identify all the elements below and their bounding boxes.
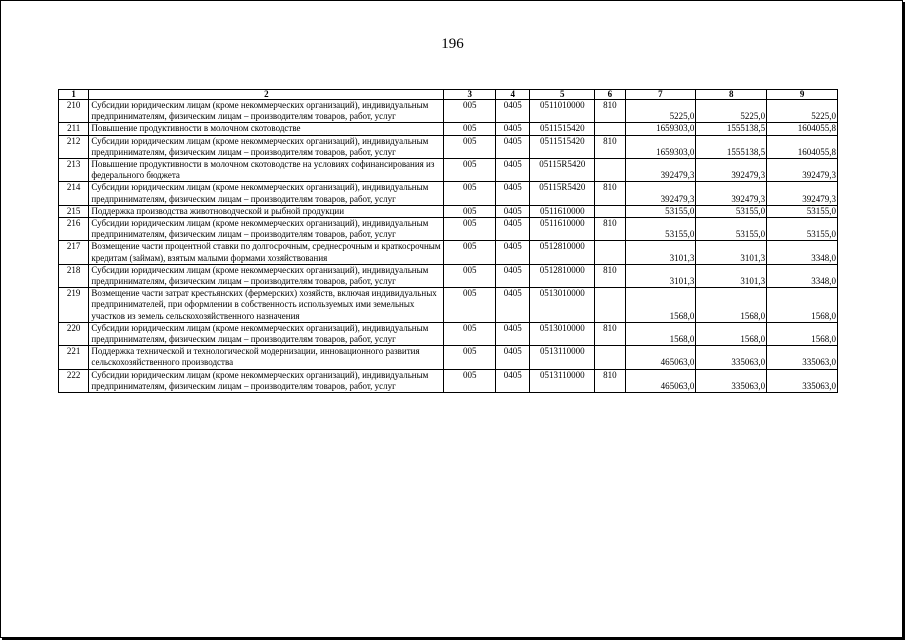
table-row xyxy=(59,369,838,392)
row-code-5: 0511610000 xyxy=(530,205,595,217)
row-value-9: 1604055,8 xyxy=(767,123,838,135)
row-number: 220 xyxy=(59,322,89,345)
row-code-5: 0513110000 xyxy=(530,346,595,369)
row-code-5: 05115R5420 xyxy=(530,159,595,182)
row-code-4: 0405 xyxy=(496,322,530,345)
row-code-6: 810 xyxy=(595,135,625,158)
row-code-6 xyxy=(595,123,625,135)
table-header-row xyxy=(59,90,838,100)
row-code-4: 0405 xyxy=(496,346,530,369)
row-code-4: 0405 xyxy=(496,241,530,264)
col-header: 3 xyxy=(444,90,496,100)
row-value-9: 392479,3 xyxy=(767,159,838,182)
row-value-8: 3101,3 xyxy=(696,241,767,264)
row-code-5: 0512810000 xyxy=(530,264,595,287)
table-row xyxy=(59,135,838,158)
row-number: 217 xyxy=(59,241,89,264)
row-description: Повышение продуктивности в молочном скотоводстве на условиях софинансирования из федерального бюджета xyxy=(89,159,444,182)
row-code-3: 005 xyxy=(444,264,496,287)
row-value-9: 1568,0 xyxy=(767,288,838,323)
row-number: 219 xyxy=(59,288,89,323)
row-code-6: 810 xyxy=(595,182,625,205)
row-value-9: 392479,3 xyxy=(767,182,838,205)
col-header: 1 xyxy=(59,90,89,100)
row-code-4: 0405 xyxy=(496,100,530,123)
row-number: 211 xyxy=(59,123,89,135)
table-row xyxy=(59,182,838,205)
row-number: 221 xyxy=(59,346,89,369)
table-row xyxy=(59,241,838,264)
row-value-8: 392479,3 xyxy=(696,159,767,182)
row-value-7: 1568,0 xyxy=(625,322,696,345)
row-value-7: 1659303,0 xyxy=(625,135,696,158)
row-code-5: 0513110000 xyxy=(530,369,595,392)
row-code-5: 0511515420 xyxy=(530,123,595,135)
row-value-7: 392479,3 xyxy=(625,159,696,182)
row-value-7: 1568,0 xyxy=(625,288,696,323)
row-value-9: 335063,0 xyxy=(767,369,838,392)
row-value-7: 1659303,0 xyxy=(625,123,696,135)
table-row xyxy=(59,159,838,182)
col-header: 6 xyxy=(595,90,625,100)
row-code-6 xyxy=(595,241,625,264)
row-code-4: 0405 xyxy=(496,218,530,241)
row-description: Субсидии юридическим лицам (кроме некоммерческих организаций), индивидуальным предпринимателям, физическим лицам – производителям товаров, работ, услуг xyxy=(89,218,444,241)
row-code-4: 0405 xyxy=(496,135,530,158)
row-value-9: 3348,0 xyxy=(767,241,838,264)
row-description: Субсидии юридическим лицам (кроме некоммерческих организаций), индивидуальным предпринимателям, физическим лицам – производителям товаров, работ, услуг xyxy=(89,182,444,205)
row-code-6: 810 xyxy=(595,322,625,345)
row-description: Возмещение части процентной ставки по долгосрочным, среднесрочным и краткосрочным кредитам (займам), взятым малыми формами хозяйствования xyxy=(89,241,444,264)
row-code-3: 005 xyxy=(444,159,496,182)
row-value-9: 1568,0 xyxy=(767,322,838,345)
row-code-3: 005 xyxy=(444,241,496,264)
row-value-8: 335063,0 xyxy=(696,369,767,392)
row-description: Субсидии юридическим лицам (кроме некоммерческих организаций), индивидуальным предпринимателям, физическим лицам – производителям товаров, работ, услуг xyxy=(89,369,444,392)
row-value-7: 5225,0 xyxy=(625,100,696,123)
row-value-7: 392479,3 xyxy=(625,182,696,205)
row-code-3: 005 xyxy=(444,288,496,323)
row-value-8: 1568,0 xyxy=(696,288,767,323)
row-code-4: 0405 xyxy=(496,264,530,287)
row-value-7: 3101,3 xyxy=(625,241,696,264)
row-value-9: 5225,0 xyxy=(767,100,838,123)
row-value-8: 53155,0 xyxy=(696,205,767,217)
row-code-4: 0405 xyxy=(496,182,530,205)
row-code-4: 0405 xyxy=(496,205,530,217)
row-value-9: 53155,0 xyxy=(767,218,838,241)
row-code-5: 0511610000 xyxy=(530,218,595,241)
row-description: Субсидии юридическим лицам (кроме некоммерческих организаций), индивидуальным предпринимателям, физическим лицам – производителям товаров, работ, услуг xyxy=(89,135,444,158)
row-code-6: 810 xyxy=(595,100,625,123)
row-code-3: 005 xyxy=(444,123,496,135)
row-description: Поддержка технической и технологической модернизации, инновационного развития сельскохозяйственного производства xyxy=(89,346,444,369)
row-value-7: 465063,0 xyxy=(625,346,696,369)
page-number: 196 xyxy=(441,36,464,52)
row-code-3: 005 xyxy=(444,369,496,392)
col-header: 5 xyxy=(530,90,595,100)
row-value-8: 53155,0 xyxy=(696,218,767,241)
row-number: 215 xyxy=(59,205,89,217)
row-value-8: 3101,3 xyxy=(696,264,767,287)
row-code-5: 0511515420 xyxy=(530,135,595,158)
row-code-6: 810 xyxy=(595,369,625,392)
row-number: 214 xyxy=(59,182,89,205)
row-code-3: 005 xyxy=(444,346,496,369)
row-description: Субсидии юридическим лицам (кроме некоммерческих организаций), индивидуальным предпринимателям, физическим лицам – производителям товаров, работ, услуг xyxy=(89,100,444,123)
row-code-3: 005 xyxy=(444,205,496,217)
row-code-4: 0405 xyxy=(496,159,530,182)
table-row xyxy=(59,288,838,323)
row-code-6: 810 xyxy=(595,264,625,287)
row-code-6 xyxy=(595,288,625,323)
row-value-8: 1568,0 xyxy=(696,322,767,345)
row-value-9: 335063,0 xyxy=(767,346,838,369)
row-number: 216 xyxy=(59,218,89,241)
row-value-7: 53155,0 xyxy=(625,205,696,217)
col-header: 9 xyxy=(767,90,838,100)
row-value-8: 1555138,5 xyxy=(696,123,767,135)
row-description: Субсидии юридическим лицам (кроме некоммерческих организаций), индивидуальным предпринимателям, физическим лицам – производителям товаров, работ, услуг xyxy=(89,264,444,287)
table-row xyxy=(59,100,838,123)
row-code-5: 05115R5420 xyxy=(530,182,595,205)
row-value-7: 53155,0 xyxy=(625,218,696,241)
table-row xyxy=(59,346,838,369)
row-code-4: 0405 xyxy=(496,288,530,323)
col-header: 4 xyxy=(496,90,530,100)
row-value-7: 3101,3 xyxy=(625,264,696,287)
row-value-8: 5225,0 xyxy=(696,100,767,123)
col-header: 8 xyxy=(696,90,767,100)
table-body xyxy=(59,100,838,393)
row-code-5: 0512810000 xyxy=(530,241,595,264)
row-number: 218 xyxy=(59,264,89,287)
table-row xyxy=(59,123,838,135)
row-code-6: 810 xyxy=(595,218,625,241)
row-code-3: 005 xyxy=(444,322,496,345)
row-code-4: 0405 xyxy=(496,123,530,135)
table-row xyxy=(59,322,838,345)
row-description: Повышение продуктивности в молочном скотоводстве xyxy=(89,123,444,135)
row-description: Субсидии юридическим лицам (кроме некоммерческих организаций), индивидуальным предпринимателям, физическим лицам – производителям товаров, работ, услуг xyxy=(89,322,444,345)
row-code-6 xyxy=(595,346,625,369)
row-code-5: 0513010000 xyxy=(530,288,595,323)
row-value-8: 392479,3 xyxy=(696,182,767,205)
row-code-3: 005 xyxy=(444,218,496,241)
row-number: 212 xyxy=(59,135,89,158)
row-value-8: 1555138,5 xyxy=(696,135,767,158)
row-code-3: 005 xyxy=(444,182,496,205)
row-value-9: 1604055,8 xyxy=(767,135,838,158)
row-code-5: 0511010000 xyxy=(530,100,595,123)
table-row xyxy=(59,218,838,241)
col-header: 2 xyxy=(89,90,444,100)
row-description: Возмещение части затрат крестьянских (фермерских) хозяйств, включая индивидуальных предпринимателей, при оформлении в собственность используемых ими земельных участков из земель сельскохозяйственного назначения xyxy=(89,288,444,323)
row-description: Поддержка производства животноводческой и рыбной продукции xyxy=(89,205,444,217)
row-code-3: 005 xyxy=(444,135,496,158)
budget-table xyxy=(58,89,838,393)
row-code-5: 0513010000 xyxy=(530,322,595,345)
row-code-6 xyxy=(595,159,625,182)
row-value-7: 465063,0 xyxy=(625,369,696,392)
row-value-9: 53155,0 xyxy=(767,205,838,217)
col-header: 7 xyxy=(625,90,696,100)
table-row xyxy=(59,264,838,287)
row-code-6 xyxy=(595,205,625,217)
row-number: 213 xyxy=(59,159,89,182)
row-number: 210 xyxy=(59,100,89,123)
row-value-8: 335063,0 xyxy=(696,346,767,369)
row-number: 222 xyxy=(59,369,89,392)
table-row xyxy=(59,205,838,217)
row-value-9: 3348,0 xyxy=(767,264,838,287)
row-code-4: 0405 xyxy=(496,369,530,392)
row-code-3: 005 xyxy=(444,100,496,123)
